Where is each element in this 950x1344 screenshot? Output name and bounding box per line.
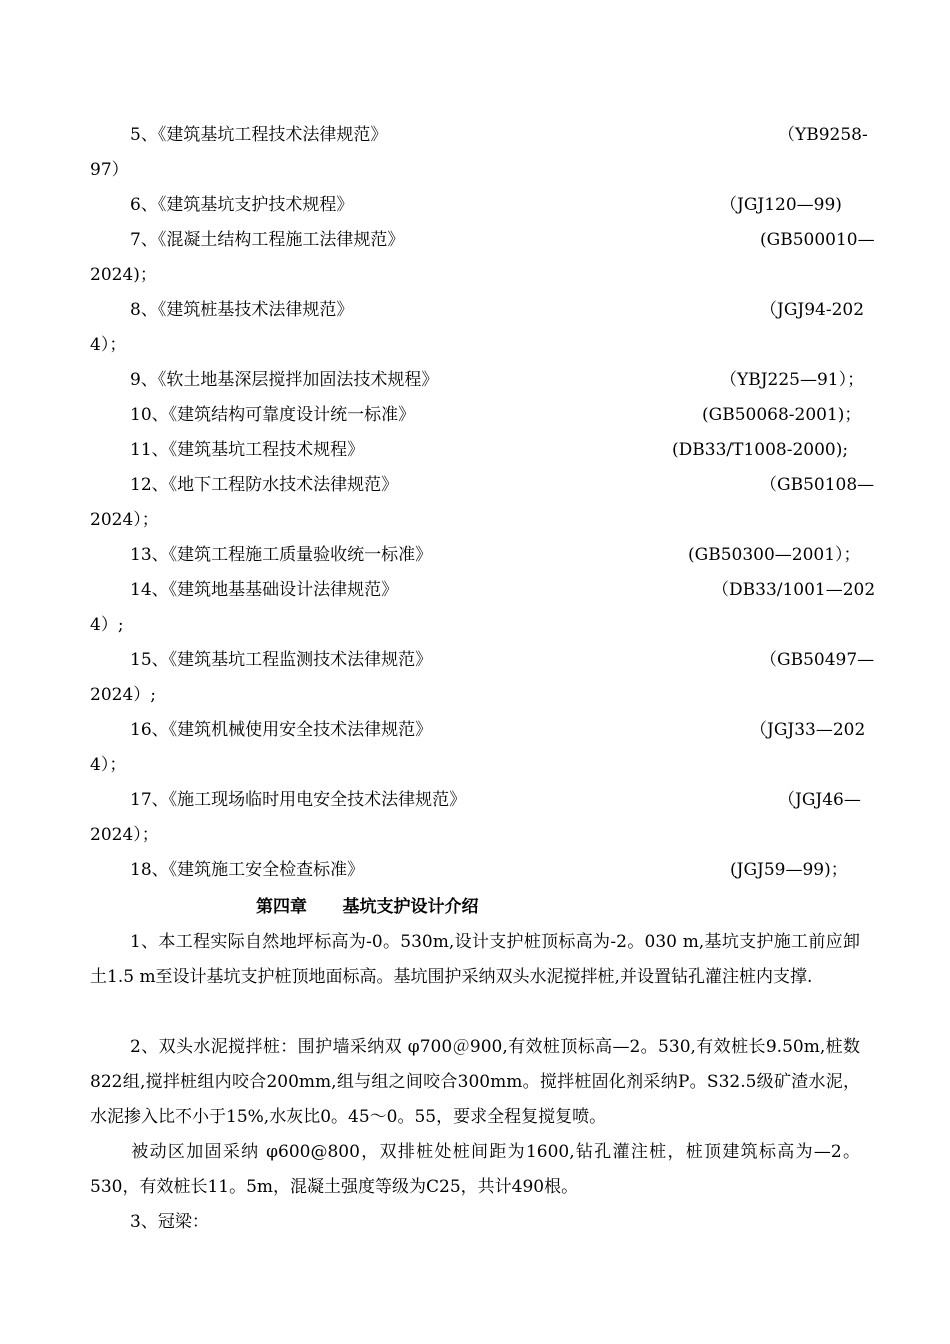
reference-code-cont-16: 4）； [90,755,127,775]
reference-code-cont-7: 2024)； [90,265,157,285]
body-paragraph-4: 3、冠梁： [130,1212,209,1232]
reference-code-9: （YBJ225—91）； [720,370,865,390]
body-paragraph-3: 被动区加固采纳 φ600@800，双排桩处桩间距为1600,钻孔灌注桩，桩顶建筑标高为—2。530，有效桩长11。5m，混凝土强度等级为C25，共计490根。 [90,1142,860,1197]
reference-item-15: 15、《建筑基坑工程监测技术法律规范》 [130,650,433,670]
reference-code-5: （YB9258- [778,125,868,145]
reference-item-5: 5、《建筑基坑工程技术法律规范》 [130,125,388,145]
reference-item-13: 13、《建筑工程施工质量验收统一标准》 [130,545,433,565]
reference-item-12: 12、《地下工程防水技术法律规范》 [130,475,399,495]
reference-item-16: 16、《建筑机械使用安全技术法律规范》 [130,720,433,740]
reference-code-15: （GB50497— [760,650,875,670]
reference-item-9: 9、《软土地基深层搅拌加固法技术规程》 [130,370,439,390]
reference-item-8: 8、《建筑桩基技术法律规范》 [130,300,354,320]
reference-code-13: (GB50300—2001）； [688,545,861,565]
reference-code-10: (GB50068-2001)； [702,405,862,425]
reference-code-cont-12: 2024）； [90,510,159,530]
chapter-heading [256,896,479,918]
reference-item-6: 6、《建筑基坑支护技术规程》 [130,195,354,215]
reference-item-10: 10、《建筑结构可靠度设计统一标准》 [130,405,416,425]
reference-item-17: 17、《施工现场临时用电安全技术法律规范》 [130,790,467,810]
body-paragraph-2: 2、双头水泥搅拌桩：围护墙采纳双 φ700＠900,有效桩顶标高—2。530,有效桩长9.50m,桩数822组,搅拌桩组内咬合200mm,组与组之间咬合300mm。搅拌桩固化剂采纳P。S32.5级矿渣水泥，水泥掺入比不小于15%,水灰比0。45～0。55，要求全程复搅复喷。 [90,1037,860,1127]
reference-code-cont-15: 2024）; [90,685,156,705]
reference-code-cont-8: 4）； [90,335,127,355]
reference-code-cont-14: 4）; [90,615,124,635]
reference-code-16: （JGJ33—202 [750,720,866,740]
reference-code-7: (GB500010— [760,230,875,250]
reference-code-17: （JGJ46— [778,790,861,810]
reference-code-cont-5: 97） [90,160,129,180]
reference-item-11: 11、《建筑基坑工程技术规程》 [130,440,365,460]
reference-item-7: 7、《混凝土结构工程施工法律规范》 [130,230,405,250]
reference-code-18: (JGJ59—99)； [730,860,848,880]
reference-code-12: （GB50108— [760,475,875,495]
reference-code-11: (DB33/T1008-2000); [672,440,849,460]
body-paragraph-1: 1、本工程实际自然地坪标高为-0。530m,设计支护桩顶标高为-2。030 m,基坑支护施工前应卸土1.5 m至设计基坑支护桩顶地面标高。基坑围护采纳双头水泥搅拌桩,并设置钻孔灌注桩内支撑. [90,932,860,987]
chapter-title: 基坑支护设计介绍 [342,897,479,917]
reference-code-8: （JGJ94-202 [760,300,865,320]
reference-item-18: 18、《建筑施工安全检查标准》 [130,860,365,880]
reference-code-6: （JGJ120—99) [720,195,842,215]
chapter-number: 第四章 [256,897,307,917]
reference-code-14: （DB33/1001—202 [712,580,876,600]
reference-item-14: 14、《建筑地基基础设计法律规范》 [130,580,399,600]
reference-code-cont-17: 2024）； [90,825,159,845]
